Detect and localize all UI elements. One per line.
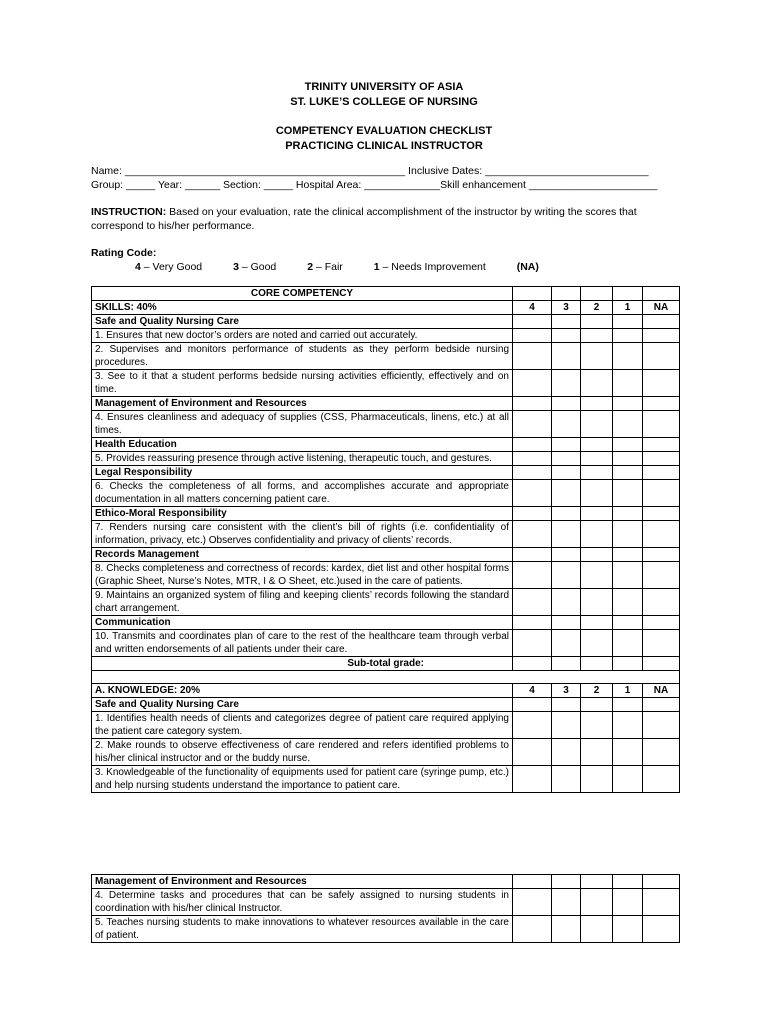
score-4-cell[interactable] (513, 616, 552, 630)
score-1-cell[interactable] (613, 616, 643, 630)
skills-header: SKILLS: 40% (92, 301, 513, 315)
score-1-cell[interactable] (613, 562, 643, 589)
subtotal-score-cell[interactable] (643, 657, 680, 671)
header-blank-cell (613, 287, 643, 301)
table-row (92, 548, 680, 562)
group-line[interactable]: Group: _____ Year: ______ Section: _____ Hospital Area: _____________Skill enhancement ______________________ (91, 178, 658, 191)
score-4-cell[interactable] (513, 548, 552, 562)
table-row (92, 438, 680, 452)
table-row (92, 562, 680, 589)
spacer-cell (92, 671, 680, 684)
rating-code (91, 247, 691, 274)
score-na-cell[interactable] (643, 507, 680, 521)
competency-item: 2. Make rounds to observe effectiveness of care rendered and refers identified problems to his/her clinical instructor and or the buddy nurse. (92, 739, 513, 766)
score-3-cell[interactable] (552, 712, 581, 739)
section-heading: Ethico-Moral Responsibility (92, 507, 513, 521)
form-subtitle: PRACTICING CLINICAL INSTRUCTOR (285, 140, 483, 152)
score-4-cell[interactable] (513, 480, 552, 507)
score-4-cell[interactable] (513, 766, 552, 793)
score-1-cell[interactable] (613, 480, 643, 507)
rating-code-1: 1 – Needs Improvement (373, 260, 486, 273)
score-2-cell[interactable] (581, 739, 613, 766)
table-row (92, 766, 680, 793)
score-4-cell[interactable] (513, 370, 552, 397)
table-row (92, 616, 680, 630)
score-4-cell[interactable] (513, 889, 552, 916)
score-1-cell[interactable] (613, 397, 643, 411)
score-1-cell[interactable] (613, 438, 643, 452)
score-2-cell[interactable] (581, 630, 613, 657)
score-2-cell[interactable] (581, 616, 613, 630)
header-blank-cell (581, 287, 613, 301)
table-row (92, 698, 680, 712)
table-row (92, 301, 680, 315)
score-1-cell[interactable] (613, 370, 643, 397)
competency-item: 1. Identifies health needs of clients and categorizes degree of patient care required applying the patient care category system. (92, 712, 513, 739)
section-heading: Management of Environment and Resources (92, 875, 513, 889)
score-3-cell[interactable] (552, 397, 581, 411)
score-3-cell[interactable] (552, 875, 581, 889)
score-1-cell[interactable] (613, 452, 643, 466)
score-2-cell[interactable] (581, 698, 613, 712)
info-fields (91, 165, 691, 192)
rating-label: Rating Code: (91, 247, 157, 259)
score-3-cell[interactable] (552, 548, 581, 562)
score-4-cell[interactable] (513, 397, 552, 411)
score-na-cell[interactable] (643, 438, 680, 452)
table-row (92, 315, 680, 329)
score-2-cell[interactable] (581, 343, 613, 370)
score-4-cell[interactable] (513, 562, 552, 589)
competency-table (91, 286, 680, 793)
table-row (92, 397, 680, 411)
score-1-cell[interactable] (613, 411, 643, 438)
section-heading: Records Management (92, 548, 513, 562)
competency-item: 2. Supervises and monitors performance of students as they perform bedside nursing procedures. (92, 343, 513, 370)
competency-item: 5. Teaches nursing students to make innovations to whatever resources available in the care of patient. (92, 916, 513, 943)
table-row (92, 480, 680, 507)
score-4-cell[interactable] (513, 329, 552, 343)
score-4-cell[interactable] (513, 438, 552, 452)
score-na-cell[interactable] (643, 452, 680, 466)
score-2-cell[interactable] (581, 452, 613, 466)
score-1-cell[interactable] (613, 548, 643, 562)
score-3-cell[interactable] (552, 343, 581, 370)
score-3-cell[interactable] (552, 698, 581, 712)
score-na-header: NA (643, 301, 680, 315)
score-na-cell[interactable] (643, 630, 680, 657)
score-2-cell[interactable] (581, 466, 613, 480)
score-3-cell[interactable] (552, 589, 581, 616)
section-heading: Communication (92, 616, 513, 630)
competency-item: 3. Knowledgeable of the functionality of equipments used for patient care (syringe pump, etc.) and help nursing students understand the importance to patient care. (92, 766, 513, 793)
score-2-cell[interactable] (581, 507, 613, 521)
core-competency-header: CORE COMPETENCY (92, 287, 513, 301)
section-heading: Management of Environment and Resources (92, 397, 513, 411)
score-4-cell[interactable] (513, 466, 552, 480)
score-2-cell[interactable] (581, 411, 613, 438)
table-row (92, 684, 680, 698)
score-2-cell[interactable] (581, 562, 613, 589)
subtotal-score-cell[interactable] (581, 657, 613, 671)
score-1-cell[interactable] (613, 343, 643, 370)
score-na-cell[interactable] (643, 480, 680, 507)
knowledge-header: A. KNOWLEDGE: 20% (92, 684, 513, 698)
score-3-cell[interactable] (552, 438, 581, 452)
score-4-cell[interactable] (513, 712, 552, 739)
score-1-cell[interactable] (613, 630, 643, 657)
score-4-header: 4 (513, 684, 552, 698)
score-4-cell[interactable] (513, 698, 552, 712)
spacer-row (92, 671, 680, 684)
table-row (92, 630, 680, 657)
score-2-cell[interactable] (581, 875, 613, 889)
score-3-cell[interactable] (552, 315, 581, 329)
table-row (92, 370, 680, 397)
score-1-cell[interactable] (613, 739, 643, 766)
rating-code-na: (NA) (516, 260, 539, 273)
score-2-header: 2 (581, 684, 613, 698)
competency-item: 9. Maintains an organized system of filing and keeping clients’ records following the standard chart arrangement. (92, 589, 513, 616)
score-2-cell[interactable] (581, 329, 613, 343)
table-row (92, 657, 680, 671)
score-1-cell[interactable] (613, 875, 643, 889)
score-na-cell[interactable] (643, 548, 680, 562)
score-2-cell[interactable] (581, 766, 613, 793)
competency-item: 3. See to it that a student performs bedside nursing activities efficiently, effectively and on time. (92, 370, 513, 397)
table-row (92, 712, 680, 739)
instruction-text: Based on your evaluation, rate the clinical accomplishment of the instructor by writing the scores that correspond to his/her performance. (91, 206, 637, 232)
subtotal-score-cell[interactable] (613, 657, 643, 671)
section-heading: Safe and Quality Nursing Care (92, 698, 513, 712)
competency-item: 10. Transmits and coordinates plan of care to the rest of the healthcare team through verbal and written endorsements of all patients under their care. (92, 630, 513, 657)
score-1-cell[interactable] (613, 521, 643, 548)
score-1-cell[interactable] (613, 507, 643, 521)
competency-item: 4. Determine tasks and procedures that can be safely assigned to nursing students in coordination with his/her clinical Instructor. (92, 889, 513, 916)
score-4-cell[interactable] (513, 452, 552, 466)
score-3-cell[interactable] (552, 466, 581, 480)
score-3-cell[interactable] (552, 630, 581, 657)
score-2-cell[interactable] (581, 712, 613, 739)
competency-item: 1. Ensures that new doctor’s orders are noted and carried out accurately. (92, 329, 513, 343)
subtotal-score-cell[interactable] (513, 657, 552, 671)
score-2-cell[interactable] (581, 889, 613, 916)
table-row (92, 329, 680, 343)
table-row (92, 287, 680, 301)
score-1-cell[interactable] (613, 766, 643, 793)
form-title-block (0, 124, 768, 154)
score-na-cell[interactable] (643, 343, 680, 370)
institution-header (0, 80, 768, 110)
score-3-cell[interactable] (552, 562, 581, 589)
score-4-cell[interactable] (513, 630, 552, 657)
score-2-cell[interactable] (581, 397, 613, 411)
score-na-cell[interactable] (643, 329, 680, 343)
table-row (92, 343, 680, 370)
score-3-cell[interactable] (552, 452, 581, 466)
score-1-cell[interactable] (613, 466, 643, 480)
header-blank-cell (552, 287, 581, 301)
score-3-header: 3 (552, 301, 581, 315)
table-row (92, 507, 680, 521)
score-3-cell[interactable] (552, 766, 581, 793)
score-4-cell[interactable] (513, 739, 552, 766)
rating-code-4: 4 – Very Good (135, 260, 203, 273)
score-1-cell[interactable] (613, 698, 643, 712)
table-row (92, 916, 680, 943)
score-1-cell[interactable] (613, 589, 643, 616)
score-4-cell[interactable] (513, 343, 552, 370)
competency-item: 4. Ensures cleanliness and adequacy of supplies (CSS, Pharmaceuticals, linens, etc.) at all times. (92, 411, 513, 438)
score-4-cell[interactable] (513, 507, 552, 521)
rating-codes (91, 261, 691, 275)
score-3-cell[interactable] (552, 480, 581, 507)
score-4-cell[interactable] (513, 411, 552, 438)
score-3-cell[interactable] (552, 916, 581, 943)
table-row (92, 875, 680, 889)
score-na-cell[interactable] (643, 315, 680, 329)
college-name: ST. LUKE’S COLLEGE OF NURSING (290, 96, 478, 108)
score-2-cell[interactable] (581, 589, 613, 616)
table-row (92, 466, 680, 480)
score-3-cell[interactable] (552, 521, 581, 548)
score-1-header: 1 (613, 684, 643, 698)
score-na-cell[interactable] (643, 562, 680, 589)
score-na-cell[interactable] (643, 889, 680, 916)
score-na-cell[interactable] (643, 397, 680, 411)
score-4-cell[interactable] (513, 521, 552, 548)
score-2-header: 2 (581, 301, 613, 315)
competency-item: 5. Provides reassuring presence through active listening, therapeutic touch, and gestures. (92, 452, 513, 466)
instruction-label: INSTRUCTION: (91, 206, 167, 218)
score-na-cell[interactable] (643, 698, 680, 712)
score-1-cell[interactable] (613, 329, 643, 343)
score-4-cell[interactable] (513, 315, 552, 329)
score-3-cell[interactable] (552, 616, 581, 630)
score-na-cell[interactable] (643, 589, 680, 616)
table-row (92, 411, 680, 438)
score-1-cell[interactable] (613, 315, 643, 329)
score-na-cell[interactable] (643, 411, 680, 438)
score-4-header: 4 (513, 301, 552, 315)
score-na-cell[interactable] (643, 875, 680, 889)
form-title: COMPETENCY EVALUATION CHECKLIST (275, 125, 493, 137)
score-4-cell[interactable] (513, 589, 552, 616)
table-row (92, 452, 680, 466)
score-na-cell[interactable] (643, 739, 680, 766)
score-na-cell[interactable] (643, 370, 680, 397)
score-na-cell[interactable] (643, 916, 680, 943)
score-1-header: 1 (613, 301, 643, 315)
subtotal-label: Sub-total grade: (92, 657, 513, 671)
section-heading: Safe and Quality Nursing Care (92, 315, 513, 329)
competency-table-continued (91, 874, 680, 943)
score-3-cell[interactable] (552, 411, 581, 438)
score-2-cell[interactable] (581, 438, 613, 452)
table-row (92, 521, 680, 548)
score-2-cell[interactable] (581, 370, 613, 397)
score-2-cell[interactable] (581, 521, 613, 548)
score-na-cell[interactable] (643, 616, 680, 630)
header-blank-cell (643, 287, 680, 301)
score-3-cell[interactable] (552, 889, 581, 916)
header-blank-cell (513, 287, 552, 301)
competency-item: 6. Checks the completeness of all forms, and accomplishes accurate and appropriate documentation in all matters concerning patient care. (92, 480, 513, 507)
competency-item: 7. Renders nursing care consistent with the client’s bill of rights (i.e. confidentiality of information, privacy, etc.) Observes confidentiality and privacy of clients’ records. (92, 521, 513, 548)
score-3-cell[interactable] (552, 507, 581, 521)
score-2-cell[interactable] (581, 480, 613, 507)
score-na-cell[interactable] (643, 521, 680, 548)
score-2-cell[interactable] (581, 315, 613, 329)
score-4-cell[interactable] (513, 875, 552, 889)
name-dates-line[interactable]: Name: ________________________________________________ Inclusive Dates: ____________________________ (91, 165, 649, 177)
score-1-cell[interactable] (613, 916, 643, 943)
score-2-cell[interactable] (581, 548, 613, 562)
score-na-cell[interactable] (643, 466, 680, 480)
rating-code-2: 2 – Fair (307, 260, 343, 273)
score-2-cell[interactable] (581, 916, 613, 943)
score-3-cell[interactable] (552, 739, 581, 766)
score-3-cell[interactable] (552, 370, 581, 397)
score-1-cell[interactable] (613, 889, 643, 916)
score-na-cell[interactable] (643, 766, 680, 793)
score-3-header: 3 (552, 684, 581, 698)
instruction (91, 206, 691, 233)
score-na-cell[interactable] (643, 712, 680, 739)
table-row (92, 889, 680, 916)
subtotal-score-cell[interactable] (552, 657, 581, 671)
score-1-cell[interactable] (613, 712, 643, 739)
score-4-cell[interactable] (513, 916, 552, 943)
table-row (92, 739, 680, 766)
score-3-cell[interactable] (552, 329, 581, 343)
score-na-header: NA (643, 684, 680, 698)
university-name: TRINITY UNIVERSITY OF ASIA (304, 81, 464, 93)
section-heading: Legal Responsibility (92, 466, 513, 480)
section-heading: Health Education (92, 438, 513, 452)
table-row (92, 589, 680, 616)
competency-item: 8. Checks completeness and correctness of records: kardex, diet list and other hospital forms (Graphic Sheet, Nurse’s Notes, MTR, I & O Sheet, etc.)used in the care of patients. (92, 562, 513, 589)
rating-code-3: 3 – Good (233, 260, 277, 273)
